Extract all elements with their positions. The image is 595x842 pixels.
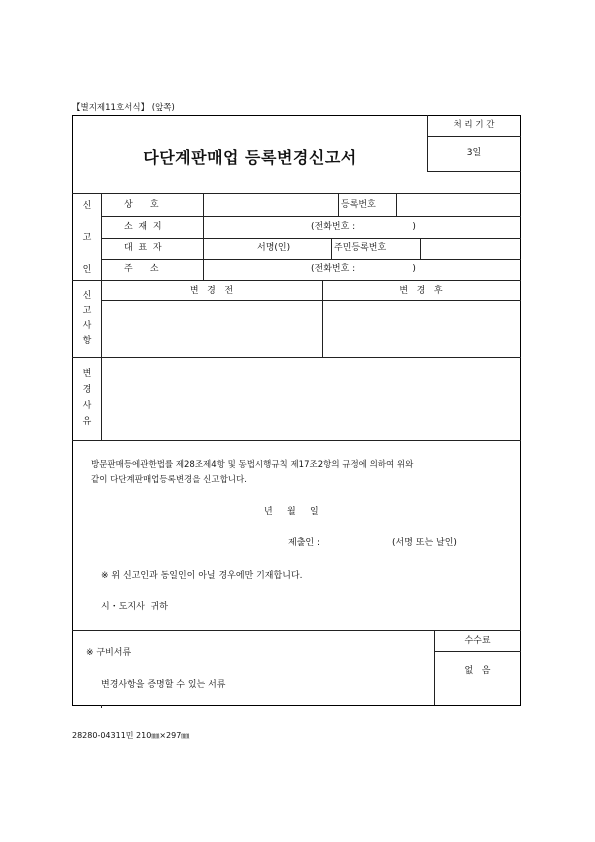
report-items-header-line	[101, 300, 521, 301]
recipient: 시・도지사 귀하	[101, 602, 168, 612]
representative-label: 대 표 자	[124, 243, 162, 253]
reg-no-label-right	[396, 193, 397, 216]
report-side-char-2: 고	[82, 306, 92, 316]
statement-date: 년 월 일	[264, 507, 319, 517]
fee-box-divider	[434, 651, 521, 652]
reg-no-label: 등록번호	[341, 200, 376, 210]
submitter-sign-note: (서명 또는 날인)	[392, 538, 457, 548]
attachments-header: ※ 구비서류	[86, 648, 132, 658]
processing-value: 3일	[466, 148, 482, 158]
frame-right	[520, 115, 521, 706]
after-change-header: 변 경 후	[399, 286, 443, 296]
reason-side-char-4: 유	[82, 417, 92, 427]
reporter-side-char-3: 인	[82, 265, 92, 275]
location-label: 소 재 지	[124, 222, 162, 232]
reporter-top	[72, 193, 521, 194]
submitter-label: 제출인 :	[288, 538, 320, 548]
rrn-label-left	[331, 238, 332, 259]
attachments-top	[72, 630, 521, 631]
trade-name-label: 상 호	[124, 200, 159, 210]
representative-sign: 서명(인)	[257, 243, 291, 253]
address-label: 주 소	[124, 264, 159, 274]
reporter-bottom	[72, 280, 521, 281]
reporter-label-divider	[203, 193, 204, 280]
frame-bottom	[72, 705, 521, 706]
frame-top	[72, 115, 521, 116]
form-title: 다단계판매업 등록변경신고서	[143, 148, 357, 167]
reporter-row-line-1	[101, 216, 521, 217]
statement-line-1: 방문판매등에관한법률 제28조제4항 및 동법시행규칙 제17조2항의 규정에 의하여 위와	[91, 460, 414, 470]
reporter-side-char-2: 고	[82, 233, 92, 243]
reason-side-char-2: 경	[82, 385, 92, 395]
location-phone: (전화번호 : )	[311, 222, 416, 232]
report-side-char-1: 신	[82, 291, 92, 301]
processing-box-divider	[427, 136, 521, 137]
reason-side-char-1: 변	[82, 369, 92, 379]
processing-box-bottom	[427, 171, 521, 172]
report-side-char-3: 사	[82, 321, 92, 331]
reporter-row-line-3	[101, 259, 521, 260]
attachments-item: 변경사항을 증명할 수 있는 서류	[101, 680, 226, 690]
report-side-char-4: 항	[82, 336, 92, 346]
change-reason-bottom	[72, 440, 521, 441]
reg-no-label-left	[338, 193, 339, 216]
fee-label: 수수료	[464, 636, 491, 646]
fee-value: 없 음	[464, 666, 491, 676]
statement-note: ※ 위 신고인과 동일인이 아닐 경우에만 기재합니다.	[101, 571, 303, 581]
form-footer: 28280-04311민 210㎜×297㎜	[72, 731, 190, 740]
address-phone: (전화번호 : )	[311, 264, 416, 274]
reporter-side-char-1: 신	[82, 201, 92, 211]
rrn-label: 주민등록번호	[334, 243, 387, 253]
reason-side-char-3: 사	[82, 401, 92, 411]
statement-line-2: 같이 다단계판매업등록변경을 신고합니다.	[91, 475, 247, 485]
report-items-bottom	[72, 357, 521, 358]
rrn-label-right	[420, 238, 421, 259]
form-label: 【별지제11호서식】 (앞쪽)	[72, 103, 175, 113]
processing-header: 처 리 기 간	[453, 120, 495, 130]
reporter-row-line-2	[101, 238, 521, 239]
before-change-header: 변 경 전	[189, 286, 234, 296]
